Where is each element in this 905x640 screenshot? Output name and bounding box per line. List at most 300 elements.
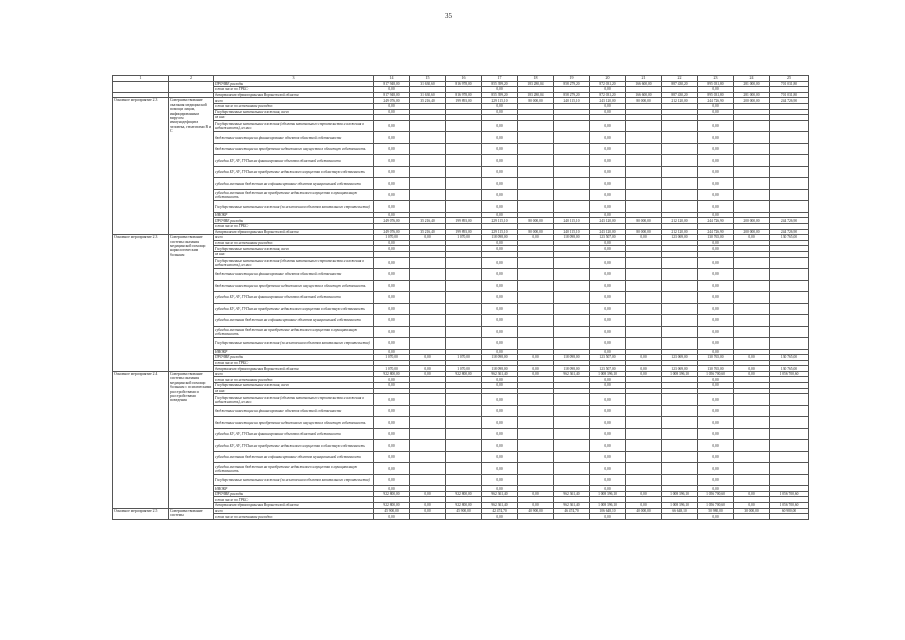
expense-item-cell: Государственные капитальные вложения, всего (214, 246, 374, 252)
expense-item-cell: Государственные капитальные вложения (объекты капитального строительства и вложения в недвижимость), из них: (214, 120, 374, 132)
value-cell: 243 120,00 (590, 229, 626, 235)
value-cell (734, 463, 770, 475)
value-cell: 0,00 (482, 246, 518, 252)
value-cell: 0,00 (374, 451, 410, 463)
table-row (113, 417, 809, 429)
value-cell (410, 189, 446, 201)
value-cell (410, 143, 446, 155)
value-cell: 0,00 (482, 240, 518, 246)
value-cell (734, 166, 770, 178)
value-cell: 0,00 (374, 155, 410, 167)
value-cell (734, 120, 770, 132)
value-cell (518, 514, 554, 520)
value-cell (518, 303, 554, 315)
value-cell (770, 326, 809, 338)
value-cell (662, 257, 698, 269)
value-cell (446, 143, 482, 155)
value-cell: 0,00 (698, 326, 734, 338)
expense-item-cell: из них: (214, 388, 374, 394)
value-cell: 0,00 (374, 109, 410, 115)
value-cell: 0,00 (518, 503, 554, 509)
value-cell (518, 338, 554, 350)
value-cell: 0,00 (482, 201, 518, 213)
value-cell (410, 132, 446, 144)
value-cell: 1 070,00 (446, 366, 482, 372)
value-cell: 0,00 (482, 109, 518, 115)
value-cell (626, 326, 662, 338)
value-cell: 1 070,00 (446, 235, 482, 241)
expense-item-cell: в том числе по ГРБС: (214, 87, 374, 93)
value-cell: 118 098,00 (482, 366, 518, 372)
value-cell (770, 292, 809, 304)
value-cell: 123 507,00 (590, 355, 626, 361)
value-cell: 0,00 (374, 486, 410, 492)
value-cell: 118 098,00 (482, 235, 518, 241)
expense-item-cell: в том числе по ГРБС: (214, 497, 374, 503)
value-cell: 0,00 (482, 315, 518, 327)
value-cell (734, 514, 770, 520)
event-name-cell: Основное мероприятие 2.3 (113, 98, 169, 235)
value-cell (554, 394, 590, 406)
value-cell (734, 405, 770, 417)
expense-item-cell: Государственные капитальные вложения (за исключением объектов капитального строительства) (214, 474, 374, 486)
value-cell: 962 361,40 (554, 503, 590, 509)
table-row (113, 166, 809, 178)
value-cell: 0,00 (482, 514, 518, 520)
value-cell: 922 800,00 (446, 491, 482, 497)
value-cell: 922 800,00 (446, 503, 482, 509)
value-cell (410, 292, 446, 304)
expense-item-cell: Государственные капитальные вложения (за исключением объектов капитального строительства) (214, 338, 374, 350)
value-cell: 281 000,00 (734, 81, 770, 87)
value-cell: 701 031,80 (770, 92, 809, 98)
expense-item-cell: всего (214, 508, 374, 514)
value-cell: 130 765,00 (770, 235, 809, 241)
column-header: 24 (734, 76, 770, 82)
value-cell (770, 315, 809, 327)
value-cell (554, 428, 590, 440)
value-cell: 0,00 (482, 303, 518, 315)
value-cell: 0,00 (590, 246, 626, 252)
value-cell: 0,00 (590, 315, 626, 327)
value-cell: 1 008 396,10 (662, 503, 698, 509)
value-cell: 0,00 (698, 201, 734, 213)
value-cell: 130 765,00 (698, 235, 734, 241)
value-cell: 922 800,00 (374, 371, 410, 377)
value-cell: 0,00 (374, 166, 410, 178)
value-cell: 0,00 (698, 377, 734, 383)
value-cell: 0,00 (374, 474, 410, 486)
value-cell: 0,00 (590, 109, 626, 115)
value-cell: 1 070,00 (374, 355, 410, 361)
value-cell: 0,00 (698, 269, 734, 281)
value-cell (662, 143, 698, 155)
value-cell (662, 405, 698, 417)
value-cell: 0,00 (698, 155, 734, 167)
value-cell: 0,00 (590, 212, 626, 218)
value-cell: 0,00 (518, 235, 554, 241)
expense-item-cell: в том числе по источникам расходов: (214, 103, 374, 109)
value-cell: 200 000,00 (734, 98, 770, 104)
value-cell: 0,00 (518, 371, 554, 377)
value-cell: 240 115,10 (554, 98, 590, 104)
value-cell: 1 056 700,60 (770, 371, 809, 377)
value-cell: 0,00 (482, 349, 518, 355)
value-cell (410, 166, 446, 178)
expense-item-cell: департамент здравоохранения Воронежской области (214, 503, 374, 509)
expense-item-cell: из них: (214, 115, 374, 121)
value-cell (662, 463, 698, 475)
value-cell (626, 143, 662, 155)
value-cell: 0,00 (698, 383, 734, 389)
value-cell: 244 726,90 (698, 229, 734, 235)
value-cell (554, 451, 590, 463)
value-cell (734, 155, 770, 167)
value-cell (446, 303, 482, 315)
value-cell: 0,00 (590, 280, 626, 292)
value-cell: 0,00 (734, 235, 770, 241)
value-cell (770, 269, 809, 281)
value-cell: 0,00 (482, 486, 518, 492)
value-cell (662, 132, 698, 144)
value-cell (770, 120, 809, 132)
value-cell: 30 000,00 (734, 508, 770, 514)
expense-item-cell: в том числе по источникам расходов: (214, 240, 374, 246)
expense-item-cell: субсидии БУ, АУ, ГУПам на финансирование объектов областной собственности (214, 428, 374, 440)
value-cell: 199 893,00 (446, 229, 482, 235)
value-cell: 0,00 (482, 292, 518, 304)
value-cell: 166 600,00 (626, 92, 662, 98)
value-cell (626, 292, 662, 304)
value-cell: 0,00 (590, 120, 626, 132)
value-cell: 0,00 (374, 103, 410, 109)
value-cell: 0,00 (734, 366, 770, 372)
value-cell: 0,00 (698, 166, 734, 178)
event-description-cell (169, 81, 214, 92)
value-cell (446, 201, 482, 213)
value-cell: 0,00 (698, 178, 734, 190)
value-cell: 0,00 (374, 428, 410, 440)
value-cell: 0,00 (374, 338, 410, 350)
value-cell (410, 269, 446, 281)
value-cell (446, 405, 482, 417)
column-header: 22 (662, 76, 698, 82)
value-cell (518, 189, 554, 201)
value-cell: 0,00 (374, 463, 410, 475)
value-cell (446, 440, 482, 452)
value-cell (554, 315, 590, 327)
value-cell (770, 463, 809, 475)
value-cell (770, 451, 809, 463)
column-header: 23 (698, 76, 734, 82)
value-cell: 895 031,80 (698, 81, 734, 87)
value-cell: 1 056 700,60 (698, 503, 734, 509)
value-cell (770, 189, 809, 201)
value-cell (770, 474, 809, 486)
value-cell: 0,00 (482, 212, 518, 218)
value-cell: 0,00 (374, 87, 410, 93)
value-cell: 200 000,00 (734, 229, 770, 235)
value-cell: 35 216,40 (410, 98, 446, 104)
value-cell (518, 269, 554, 281)
value-cell: 200 000,00 (734, 218, 770, 224)
value-cell (734, 451, 770, 463)
value-cell: 0,00 (626, 371, 662, 377)
column-header: 25 (770, 76, 809, 82)
value-cell: 0,00 (518, 366, 554, 372)
value-cell: 0,00 (698, 103, 734, 109)
value-cell (518, 405, 554, 417)
expense-item-cell: ПРОЧИЕ расходы (214, 491, 374, 497)
value-cell: 249 076,00 (374, 218, 410, 224)
value-cell (662, 417, 698, 429)
value-cell (410, 394, 446, 406)
value-cell (734, 303, 770, 315)
value-cell: 130 765,00 (770, 366, 809, 372)
value-cell: 0,00 (698, 338, 734, 350)
expense-item-cell: из них: (214, 251, 374, 257)
expense-item-cell: ПРОЧИЕ расходы (214, 355, 374, 361)
value-cell (410, 280, 446, 292)
value-cell (734, 338, 770, 350)
value-cell (554, 326, 590, 338)
table-row (113, 428, 809, 440)
value-cell: 922 800,00 (374, 503, 410, 509)
value-cell (518, 155, 554, 167)
value-cell: 0,00 (374, 440, 410, 452)
value-cell: 183 280,04 (518, 81, 554, 87)
value-cell (518, 143, 554, 155)
value-cell (626, 189, 662, 201)
value-cell: 0,00 (626, 355, 662, 361)
table-row (113, 394, 809, 406)
value-cell: 0,00 (482, 155, 518, 167)
expense-item-cell: бюджетные инвестиции на финансирование объектов областной собственности (214, 132, 374, 144)
expense-item-cell: ПРОЧИЕ расходы (214, 81, 374, 87)
value-cell (446, 463, 482, 475)
value-cell: 701 031,80 (770, 81, 809, 87)
value-cell: 0,00 (590, 349, 626, 355)
value-cell (518, 451, 554, 463)
value-cell: 0,00 (590, 201, 626, 213)
expense-item-cell: бюджетные инвестиции на финансирование объектов областной собственности (214, 405, 374, 417)
expense-item-cell: Государственные капитальные вложения (объекты капитального строительства и вложения в недвижимость), из них: (214, 257, 374, 269)
value-cell: 0,00 (590, 326, 626, 338)
value-cell: 0,00 (698, 349, 734, 355)
table-row (113, 189, 809, 201)
expense-item-cell: субсидии местным бюджетам на приобретение недвижимого имущества в муниципальную собственность (214, 463, 374, 475)
expense-item-cell: НИОКР (214, 486, 374, 492)
value-cell (518, 292, 554, 304)
value-cell (554, 474, 590, 486)
expense-item-cell: Государственные капитальные вложения (объекты капитального строительства и вложения в недвижимость), из них: (214, 394, 374, 406)
value-cell: 0,00 (482, 132, 518, 144)
value-cell: 0,00 (698, 246, 734, 252)
column-header: 3 (214, 76, 374, 82)
value-cell: 0,00 (698, 463, 734, 475)
value-cell: 244 726,90 (770, 218, 809, 224)
value-cell: 0,00 (590, 303, 626, 315)
value-cell (554, 269, 590, 281)
value-cell (770, 143, 809, 155)
value-cell: 123 507,00 (590, 366, 626, 372)
value-cell (734, 292, 770, 304)
expense-item-cell: Государственные капитальные вложения, всего (214, 383, 374, 389)
value-cell: 0,00 (590, 292, 626, 304)
value-cell (770, 132, 809, 144)
value-cell: 229 115,10 (482, 218, 518, 224)
value-cell: 962 361,40 (482, 371, 518, 377)
value-cell (518, 474, 554, 486)
value-cell: 0,00 (590, 103, 626, 109)
value-cell (734, 132, 770, 144)
value-cell: 229 115,10 (482, 229, 518, 235)
value-cell (662, 440, 698, 452)
value-cell (662, 178, 698, 190)
value-cell: 0,00 (698, 303, 734, 315)
value-cell (518, 166, 554, 178)
value-cell: 130 765,00 (698, 355, 734, 361)
value-cell: 80 000,00 (626, 218, 662, 224)
value-cell (446, 280, 482, 292)
value-cell: 240 115,10 (554, 229, 590, 235)
value-cell: 1 008 396,10 (590, 371, 626, 377)
column-header: 19 (554, 76, 590, 82)
value-cell: 0,00 (590, 486, 626, 492)
value-cell: 817 948,00 (374, 92, 410, 98)
value-cell: 0,00 (482, 474, 518, 486)
value-cell: 1 008 396,10 (590, 491, 626, 497)
value-cell: 0,00 (590, 143, 626, 155)
value-cell (626, 257, 662, 269)
value-cell: 0,00 (590, 377, 626, 383)
page-number: 35 (445, 12, 452, 20)
table-row (113, 269, 809, 281)
table-row (113, 440, 809, 452)
value-cell: 0,00 (590, 474, 626, 486)
value-cell (770, 514, 809, 520)
expense-item-cell: Государственные капитальные вложения, всего (214, 109, 374, 115)
value-cell: 858 279,20 (554, 92, 590, 98)
value-cell: 0,00 (410, 371, 446, 377)
event-description-cell: Совершенствование системы оказания медицинской помощи наркологическим больным (169, 235, 214, 372)
value-cell: 0,00 (482, 451, 518, 463)
value-cell: 0,00 (410, 503, 446, 509)
value-cell (446, 120, 482, 132)
expense-item-cell: бюджетные инвестиции на приобретение недвижимого имущества в областную собственность (214, 280, 374, 292)
value-cell: 872 031,20 (590, 92, 626, 98)
value-cell: 0,00 (590, 463, 626, 475)
value-cell (410, 514, 446, 520)
expense-item-cell: в том числе по ГРБС: (214, 360, 374, 366)
value-cell: 0,00 (482, 405, 518, 417)
value-cell (626, 405, 662, 417)
value-cell: 0,00 (734, 371, 770, 377)
expense-item-cell: бюджетные инвестиции на приобретение недвижимого имущества в областную собственность (214, 143, 374, 155)
value-cell: 0,00 (698, 451, 734, 463)
value-cell: 244 726,90 (770, 229, 809, 235)
value-cell (446, 326, 482, 338)
value-cell: 887 430,20 (662, 92, 698, 98)
expense-item-cell: департамент здравоохранения Воронежской области (214, 229, 374, 235)
expense-item-cell: в том числе по источникам расходов: (214, 377, 374, 383)
value-cell: 0,00 (374, 269, 410, 281)
value-cell: 123 507,00 (590, 235, 626, 241)
value-cell: 922 800,00 (374, 491, 410, 497)
value-cell: 0,00 (374, 280, 410, 292)
value-cell: 123 069,00 (662, 366, 698, 372)
value-cell: 118 098,00 (554, 235, 590, 241)
event-name-cell (113, 81, 169, 92)
event-name-cell: Основное мероприятие 2.5 (113, 508, 169, 519)
value-cell: 0,00 (482, 326, 518, 338)
value-cell (410, 440, 446, 452)
value-cell (554, 292, 590, 304)
event-name-cell: Основное мероприятие 2.4 (113, 371, 169, 508)
value-cell (662, 474, 698, 486)
value-cell: 0,00 (374, 132, 410, 144)
value-cell: 0,00 (698, 257, 734, 269)
value-cell (554, 463, 590, 475)
value-cell: 0,00 (374, 315, 410, 327)
table-row (113, 155, 809, 167)
value-cell (734, 428, 770, 440)
column-header: 1 (113, 76, 169, 82)
value-cell: 0,00 (698, 120, 734, 132)
value-cell: 0,00 (482, 417, 518, 429)
value-cell (662, 280, 698, 292)
value-cell (626, 120, 662, 132)
value-cell: 0,00 (590, 417, 626, 429)
expense-item-cell: субсидии местным бюджетам на софинансирование объектов муниципальной собственности (214, 315, 374, 327)
expense-item-cell: бюджетные инвестиции на финансирование объектов областной собственности (214, 269, 374, 281)
value-cell: 887 430,20 (662, 81, 698, 87)
value-cell: 45 900,00 (374, 508, 410, 514)
value-cell (734, 143, 770, 155)
value-cell: 0,00 (698, 315, 734, 327)
value-cell (554, 257, 590, 269)
value-cell (554, 189, 590, 201)
value-cell: 0,00 (590, 189, 626, 201)
value-cell (410, 315, 446, 327)
value-cell (446, 166, 482, 178)
value-cell: 130 765,00 (770, 355, 809, 361)
value-cell: 80 000,00 (518, 218, 554, 224)
value-cell (518, 257, 554, 269)
column-header: 17 (482, 76, 518, 82)
value-cell (518, 463, 554, 475)
value-cell (518, 120, 554, 132)
table-row (113, 463, 809, 475)
value-cell (446, 428, 482, 440)
value-cell: 1 056 700,60 (770, 491, 809, 497)
value-cell: 0,00 (374, 349, 410, 355)
value-cell: 0,00 (374, 240, 410, 246)
value-cell: 895 031,80 (698, 92, 734, 98)
value-cell: 249 076,00 (374, 98, 410, 104)
value-cell: 0,00 (698, 132, 734, 144)
value-cell (410, 405, 446, 417)
value-cell: 0,00 (626, 366, 662, 372)
value-cell: 31 630,60 (410, 81, 446, 87)
value-cell: 0,00 (590, 166, 626, 178)
column-header: 16 (446, 76, 482, 82)
value-cell: 1 008 396,10 (590, 503, 626, 509)
value-cell: 80 000,00 (626, 98, 662, 104)
value-cell: 0,00 (410, 491, 446, 497)
value-cell: 244 726,90 (770, 98, 809, 104)
value-cell (626, 474, 662, 486)
